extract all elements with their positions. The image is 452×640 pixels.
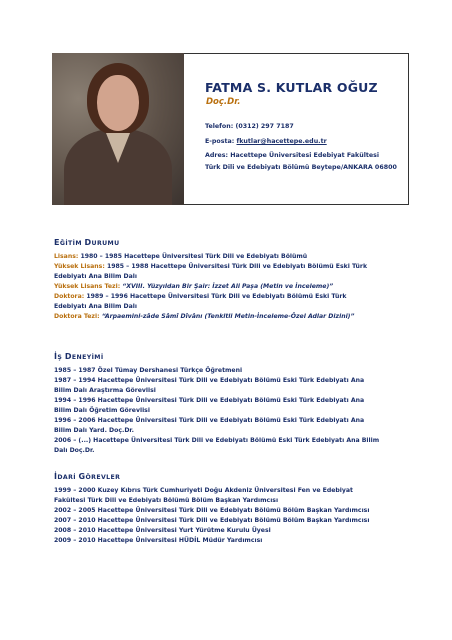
- experience-line: 1996 – 2006 Hacettepe Üniversitesi Türk Dili ve Edebiyatı Bölümü Eski Türk Edebiyatı Ana: [54, 417, 365, 424]
- admin-line: 2008 – 2010 Hacettepe Üniversitesi Yurt Yürütme Kurulu Üyesi: [54, 527, 271, 534]
- admin-line: 2002 – 2005 Hacettepe Üniversitesi Türk Dili ve Edebiyatı Bölümü Bölüm Başkan Yardımcısı: [54, 507, 370, 514]
- academic-title: Doç.Dr.: [206, 97, 241, 107]
- person-name: FATMA S. KUTLAR OĞUZ: [205, 80, 378, 95]
- address-line-1: [205, 152, 379, 159]
- ylisans-line-2: Edebiyatı Ana Bilim Dalı: [54, 273, 137, 280]
- address-value-1: Hacettepe Üniversitesi Edebiyat Fakültesi: [230, 152, 380, 159]
- experience-heading: İŞ DENEYİMİ: [54, 352, 104, 361]
- admin-heading: İDARİ GÖREVLER: [54, 472, 121, 481]
- experience-line: Bilim Dalı Yard. Doç.Dr.: [54, 427, 134, 434]
- experience-line: 1985 – 1987 Özel Tümay Dershanesi Türkçe Öğretmeni: [54, 367, 243, 374]
- phone-line: [205, 123, 294, 130]
- email-line: [205, 138, 327, 145]
- experience-line: Bilim Dalı Öğretim Görevlisi: [54, 407, 150, 414]
- experience-line: 1994 – 1996 Hacettepe Üniversitesi Türk Dili ve Edebiyatı Bölümü Eski Türk Edebiyatı Ana: [54, 397, 365, 404]
- phone-label: Telefon:: [205, 123, 234, 130]
- admin-line: 2007 – 2010 Hacettepe Üniversitesi Türk Dili ve Edebiyatı Bölümü Bölüm Başkan Yardımcısı: [54, 517, 370, 524]
- phone-value: (0312) 297 7187: [235, 123, 294, 130]
- admin-block: [54, 486, 399, 546]
- email-label: E-posta:: [205, 138, 235, 145]
- address-line-2: [205, 164, 397, 171]
- admin-line: 1999 – 2000 Kuzey Kıbrıs Türk Cumhuriyeti Doğu Akdeniz Üniversitesi Fen ve Edebiyat: [54, 487, 353, 494]
- education-block: [54, 252, 399, 322]
- ylisans-thesis-line: Yüksek Lisans Tezi: “XVIII. Yüzyıldan Bir Şair: İzzet Ali Paşa (Metin ve İnceleme)”: [54, 283, 334, 290]
- experience-line: 1987 – 1994 Hacettepe Üniversitesi Türk Dili ve Edebiyatı Bölümü Eski Türk Edebiyatı Ana: [54, 377, 365, 384]
- email-link[interactable]: fkutlar@hacettepe.edu.tr: [236, 138, 327, 145]
- doktora-thesis-line: Doktora Tezi: “Arpaemini-zâde Sâmî Dîvânı (Tenkitli Metin-İnceleme-Özel Adlar Dizini)”: [54, 313, 355, 320]
- education-heading: EĞİTİM DURUMU: [54, 238, 120, 247]
- lisans-line: Lisans: 1980 – 1985 Hacettepe Üniversitesi Türk Dili ve Edebiyatı Bölümü: [54, 253, 308, 260]
- admin-line: 2009 – 2010 Hacettepe Üniversitesi HÜDİL Müdür Yardımcısı: [54, 537, 263, 544]
- address-value-2: Türk Dili ve Edebiyatı Bölümü Beytepe/ANKARA 06800: [205, 164, 397, 171]
- doktora-line-2: Edebiyatı Ana Bilim Dalı: [54, 303, 137, 310]
- ylisans-line: Yüksek Lisans: 1985 – 1988 Hacettepe Üniversitesi Türk Dili ve Edebiyatı Bölümü Eski Türk: [54, 263, 368, 270]
- address-label: Adres:: [205, 152, 229, 159]
- experience-line: 2006 – (...) Hacettepe Üniversitesi Türk Dili ve Edebiyatı Bölümü Eski Türk Edebiyatı Ana Bilim: [54, 437, 380, 444]
- experience-line: Dalı Doç.Dr.: [54, 447, 95, 454]
- profile-photo: [52, 53, 184, 205]
- admin-line: Fakültesi Türk Dili ve Edebiyatı Bölümü Bölüm Başkan Yardımcısı: [54, 497, 279, 504]
- doktora-line: Doktora: 1989 – 1996 Hacettepe Üniversitesi Türk Dili ve Edebiyatı Bölümü Eski Türk: [54, 293, 347, 300]
- experience-block: [54, 366, 399, 456]
- experience-line: Bilim Dalı Araştırma Görevlisi: [54, 387, 156, 394]
